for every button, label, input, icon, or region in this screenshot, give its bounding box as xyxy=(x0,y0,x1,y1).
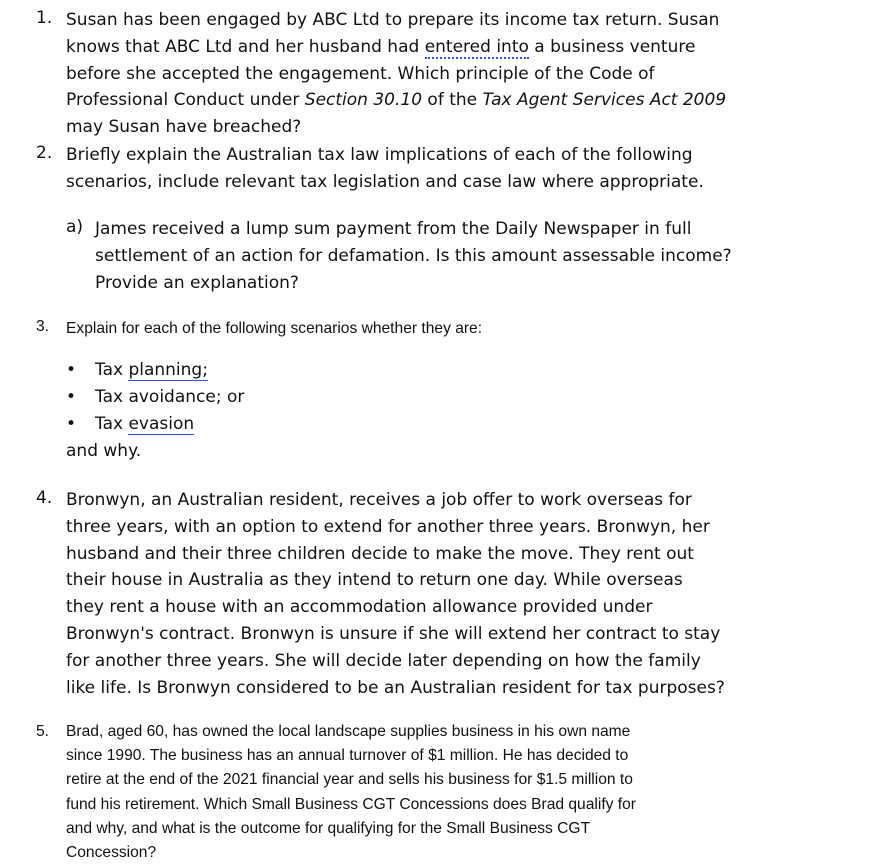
bullet-glyph: • xyxy=(66,387,77,407)
question-text: Bronwyn, an Australian resident, receives a job offer to work overseas for three years, with an option to extend for another three years. Bronwyn, her husband and their three children decide to make the move. They rent out their house in Australia as they intend to return one day. While overseas they rent a house with an accommodation allowance provided under Bronwyn's contract. Bronwyn is unsure if she will extend her contract to stay for another three years. She will decide later depending on how the family like life. Is Bronwyn considered to be an Australian resident for tax purposes? xyxy=(66,490,725,698)
bullet-item: Tax avoidance; or xyxy=(95,387,245,407)
grammar-mark[interactable]: evasion xyxy=(128,414,195,434)
question-text: Explain for each of the following scenarios whether they are: xyxy=(66,320,483,337)
bullet-glyph: • xyxy=(66,360,77,380)
question-number: 3. xyxy=(36,318,50,335)
text-line: before she accepted the engagement. Which principle of the Code of xyxy=(66,63,655,84)
question-text xyxy=(66,7,856,141)
text-line: may Susan have breached? xyxy=(66,117,302,138)
question-number: 4. xyxy=(36,488,53,508)
sub-question-text: James received a lump sum payment from the Daily Newspaper in full settlement of an action for defamation. Is this amount assessable income? Provide an explanation? xyxy=(95,219,732,293)
question-number: 2. xyxy=(36,143,53,163)
spellcheck-mark[interactable]: entered into xyxy=(424,36,529,57)
grammar-mark[interactable]: planning; xyxy=(128,360,208,380)
text-line: Susan has been engaged by ABC Ltd to prepare its income tax return. Susan xyxy=(66,10,720,30)
question-number: 1. xyxy=(36,8,53,28)
question-number: 5. xyxy=(36,723,50,740)
question-text: Briefly explain the Australian tax law implications of each of the following scenarios, include relevant tax legislation and case law where appropriate. xyxy=(66,145,704,192)
text-line: Professional Conduct under Section 30.10 of the Tax Agent Services Act 2009 xyxy=(66,90,727,111)
sub-question-label: a) xyxy=(66,217,84,237)
bullet-item: Tax evasion xyxy=(95,414,195,434)
text-line: knows that ABC Ltd and her husband had entered into a business venture xyxy=(66,36,696,57)
bullet-item: Tax planning; xyxy=(95,360,208,380)
bullet-glyph: • xyxy=(66,414,77,434)
bullet-tail: and why. xyxy=(66,441,142,461)
question-text: Brad, aged 60, has owned the local landscape supplies business in his own name since 1990. The business has an annual turnover of $1 million. He has decided to retire at the end of the 2021 financial year and sells his business for $1.5 million to fund his retirement. Which Small Business CGT Concessions does Brad qualify for and why, and what is the outcome for qualifying for the Small Business CGT Concession? xyxy=(66,723,636,862)
